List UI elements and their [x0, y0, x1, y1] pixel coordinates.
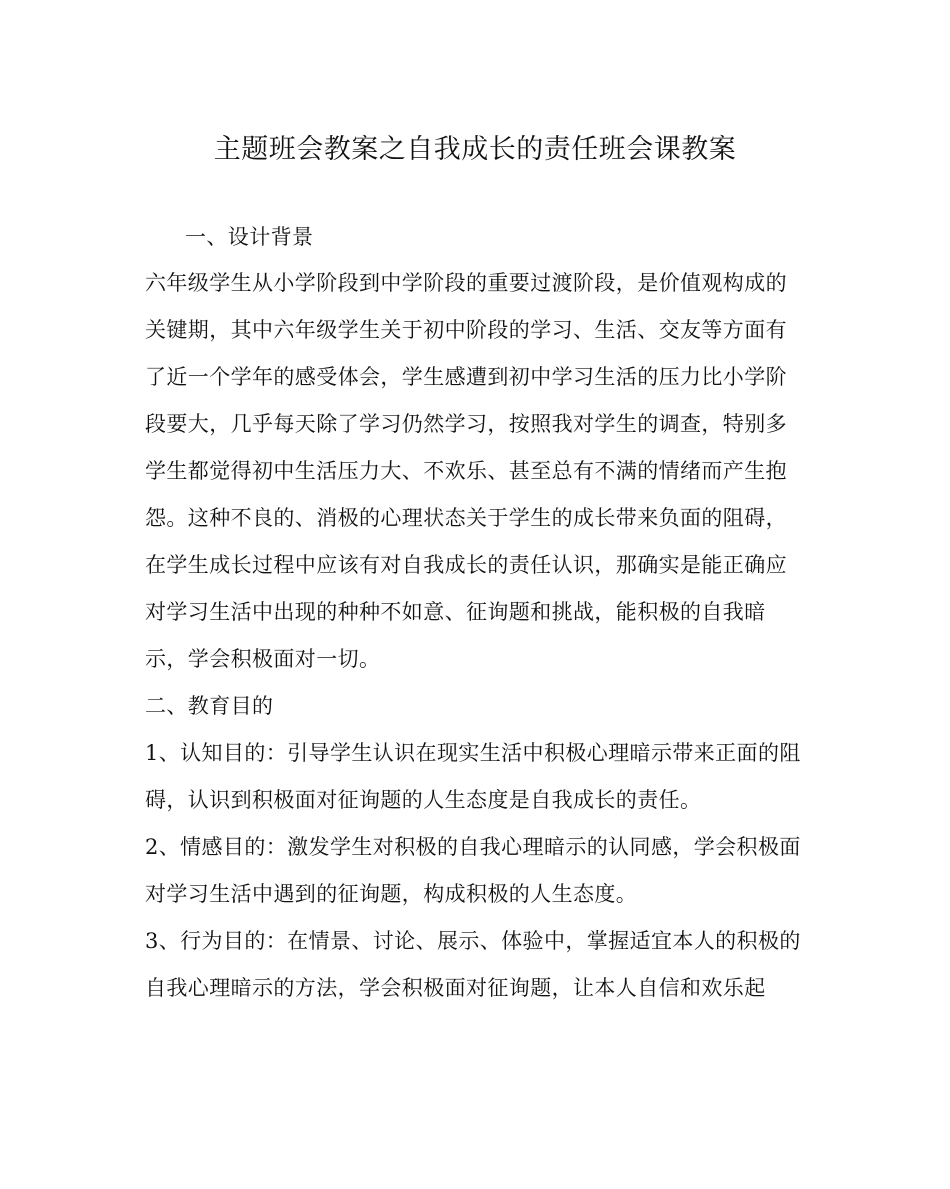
paragraph-line: 3、行为目的：在情景、讨论、展示、体验中，掌握适宜本人的积极的 [145, 929, 801, 953]
paragraph-line: 2、情感目的：激发学生对积极的自我心理暗示的认同感，学会积极面 [145, 835, 801, 859]
document-title: 主题班会教案之自我成长的责任班会课教案 [213, 134, 737, 165]
section-heading-education-goals: 二、教育目的 [145, 694, 274, 718]
paragraph-line: 段要大，几乎每天除了学习仍然学习，按照我对学生的调查，特别多 [145, 412, 787, 436]
paragraph-line: 在学生成长过程中应该有对自我成长的责任认识，那确实是能正确应 [145, 553, 787, 577]
paragraph-line: 示，学会积极面对一切。 [145, 647, 381, 671]
paragraph-line: 六年级学生从小学阶段到中学阶段的重要过渡阶段，是价值观构成的 [145, 271, 787, 295]
paragraph-line: 对学习生活中遇到的征询题，构成积极的人生态度。 [145, 882, 638, 906]
paragraph-line: 关键期，其中六年级学生关于初中阶段的学习、生活、交友等方面有 [145, 318, 787, 342]
section-heading-design-background: 一、设计背景 [185, 225, 314, 249]
paragraph-line: 1、认知目的：引导学生认识在现实生活中积极心理暗示带来正面的阻 [145, 741, 801, 765]
paragraph-line: 学生都觉得初中生活压力大、不欢乐、甚至总有不满的情绪而产生抱 [145, 459, 787, 483]
paragraph-line: 碍，认识到积极面对征询题的人生态度是自我成长的责任。 [145, 788, 702, 812]
paragraph-line: 了近一个学年的感受体会，学生感遭到初中学习生活的压力比小学阶 [145, 365, 787, 389]
paragraph-line: 对学习生活中出现的种种不如意、征询题和挑战，能积极的自我暗 [145, 600, 766, 624]
paragraph-line: 自我心理暗示的方法，学会积极面对征询题，让本人自信和欢乐起 [145, 976, 766, 1000]
paragraph-line: 怨。这种不良的、消极的心理状态关于学生的成长带来负面的阻碍， [145, 506, 787, 530]
